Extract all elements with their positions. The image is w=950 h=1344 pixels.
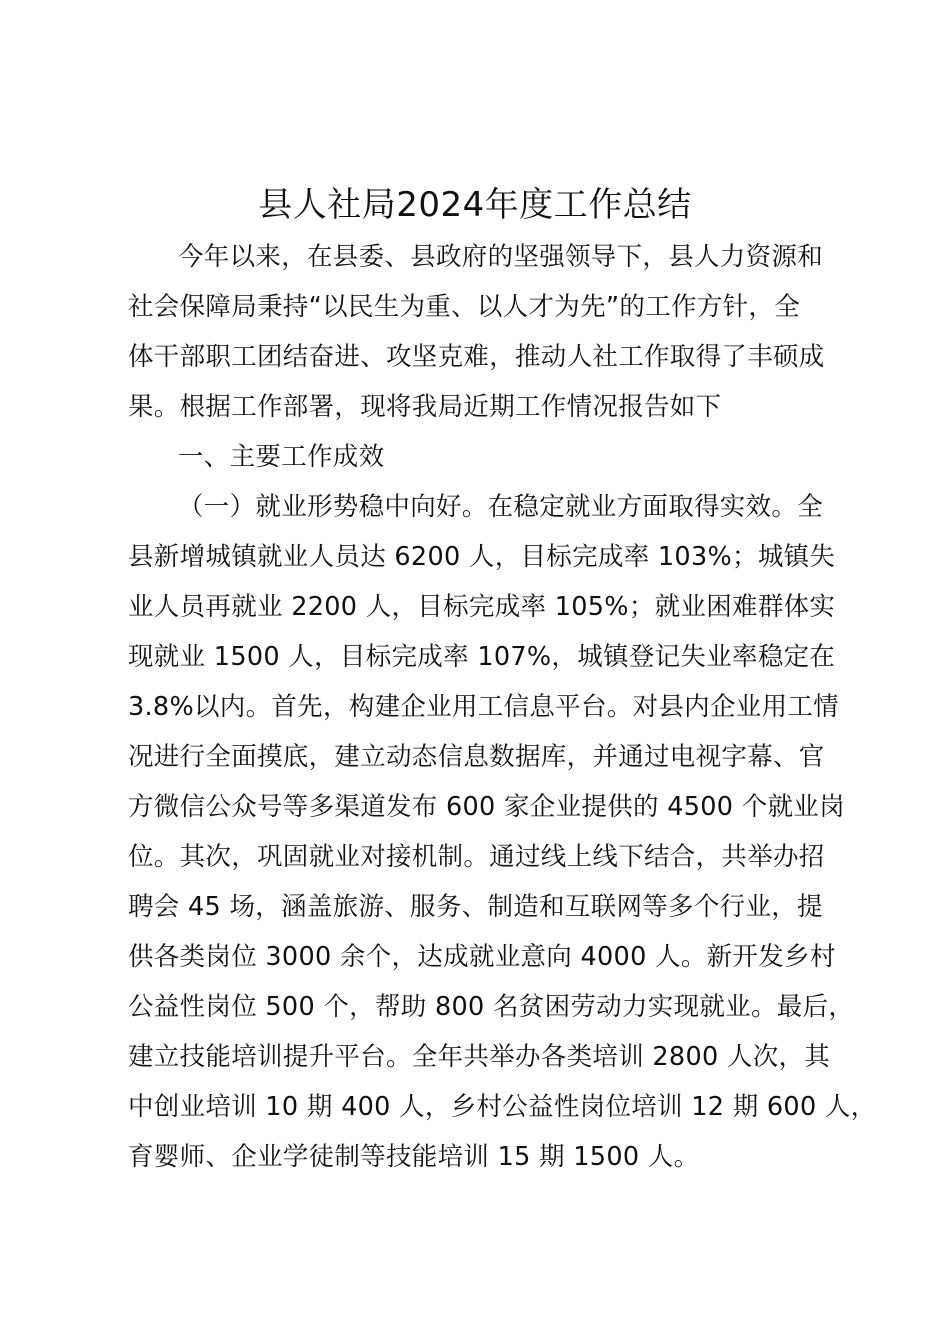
paragraph-employment-line-2: 县新增城镇就业人员达 6200 人，目标完成率 103%；城镇失 (128, 542, 836, 572)
paragraph-intro-line-3: 体干部职工团结奋进、攻坚克难，推动人社工作取得了丰硕成 (128, 342, 825, 372)
document-body (128, 232, 877, 1182)
paragraph-employment-line-10: 供各类岗位 3000 余个，达成就业意向 4000 人。新开发乡村 (128, 942, 836, 972)
paragraph-employment-line-14: 育婴师、企业学徒制等技能培训 15 期 1500 人。 (128, 1142, 700, 1172)
paragraph-employment-line-6: 况进行全面摸底，建立动态信息数据库，并通过电视字幕、官 (128, 742, 825, 772)
paragraph-intro-line-2: 社会保障局秉持“以民生为重、以人才为先”的工作方针，全 (128, 292, 801, 322)
paragraph-employment-line-3: 业人员再就业 2200 人，目标完成率 105%；就业困难群体实 (128, 592, 836, 622)
paragraph-intro-line-4: 果。根据工作部署，现将我局近期工作情况报告如下 (128, 392, 722, 422)
paragraph-employment-line-7: 方微信公众号等多渠道发布 600 家企业提供的 4500 个就业岗 (128, 792, 845, 822)
paragraph-intro-line-1: 今年以来，在县委、县政府的坚强领导下，县人力资源和 (178, 242, 824, 272)
paragraph-employment-line-1: （一）就业形势稳中向好。在稳定就业方面取得实效。全 (178, 492, 824, 522)
paragraph-employment-line-5: 3.8%以内。首先，构建企业用工信息平台。对县内企业用工情 (128, 692, 839, 722)
paragraph-employment-line-13: 中创业培训 10 期 400 人，乡村公益性岗位培训 12 期 600 人， (128, 1092, 877, 1122)
paragraph-employment-line-12: 建立技能培训提升平台。全年共举办各类培训 2800 人次，其 (128, 1042, 831, 1072)
paragraph-employment-line-8: 位。其次，巩固就业对接机制。通过线上线下结合，共举办招 (128, 842, 825, 872)
paragraph-employment-line-4: 现就业 1500 人，目标完成率 107%，城镇登记失业率稳定在 (128, 642, 836, 672)
paragraph-employment-line-9: 聘会 45 场，涵盖旅游、服务、制造和互联网等多个行业，提 (128, 892, 823, 922)
document-title: 县人社局2024年度工作总结 (258, 185, 692, 225)
section-heading-main-achievements: 一、主要工作成效 (178, 442, 385, 472)
paragraph-employment-line-11: 公益性岗位 500 个，帮助 800 名贫困劳动力实现就业。最后， (128, 992, 855, 1022)
